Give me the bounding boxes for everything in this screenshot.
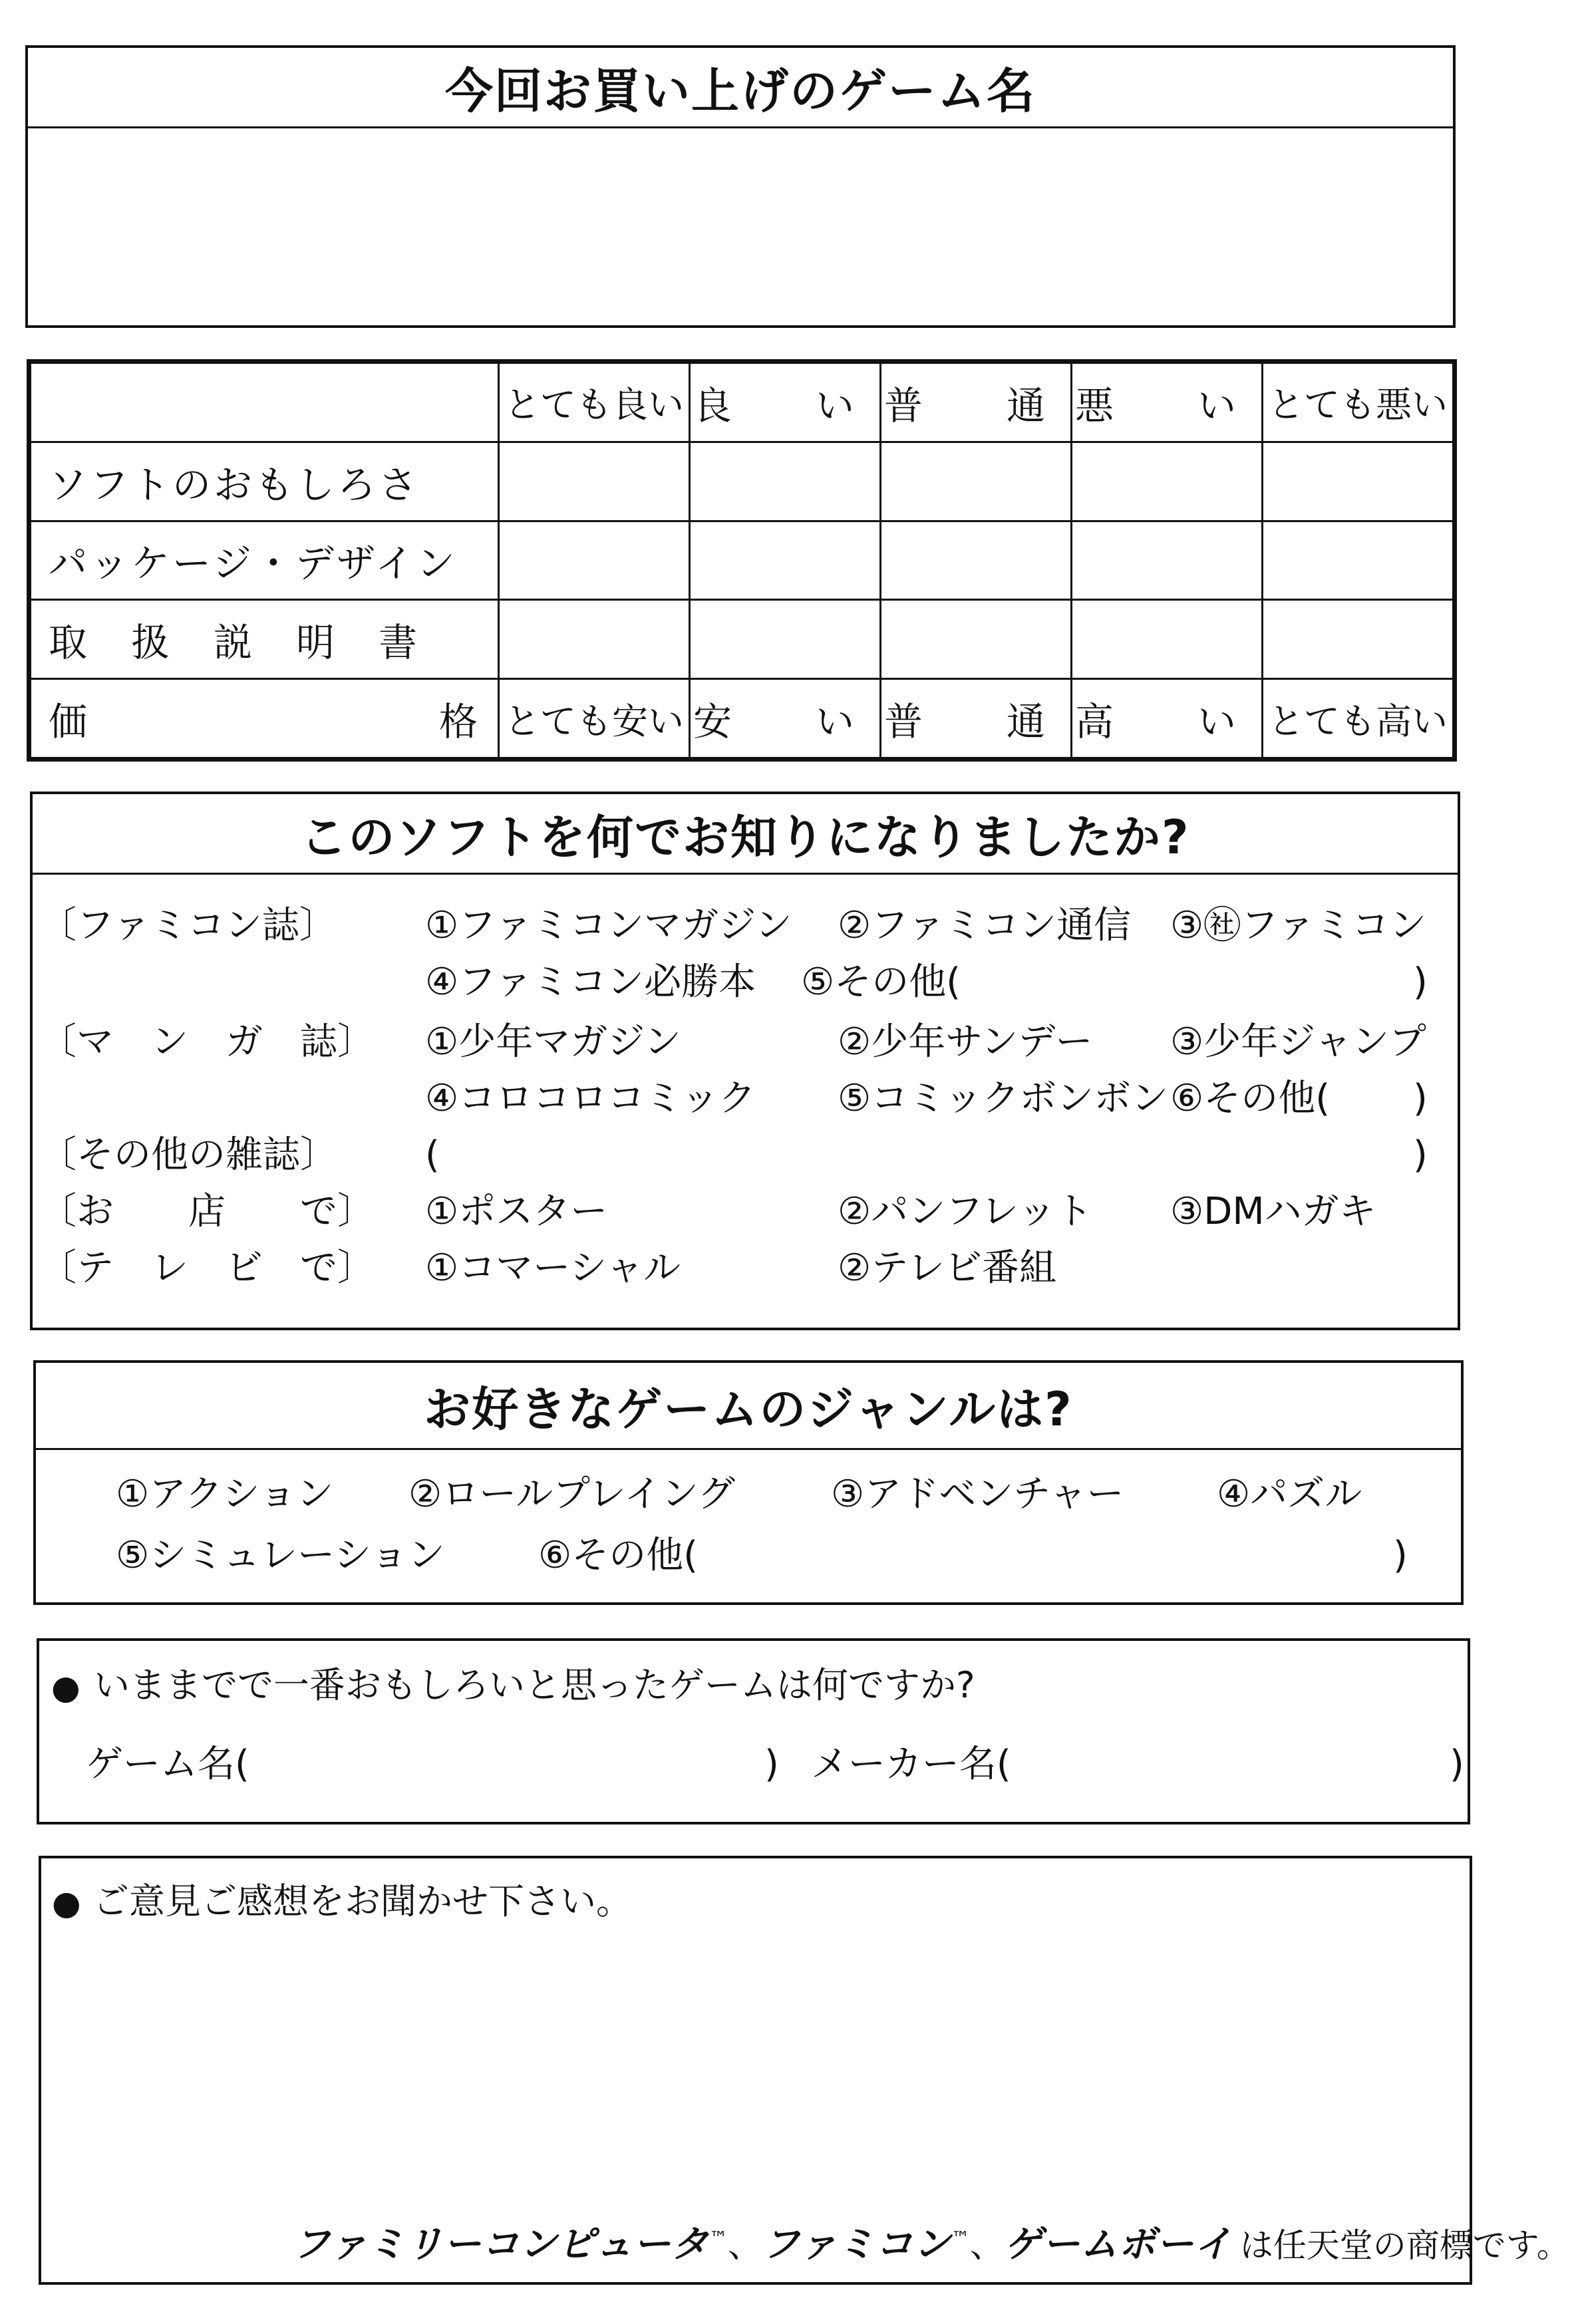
- favorite-game-label: ゲーム名(: [86, 1743, 249, 1786]
- favorite-question: いままでで一番おもしろいと思ったゲームは何ですか?: [94, 1664, 975, 1706]
- rating-checkbox-cell[interactable]: [881, 521, 1072, 600]
- manga-other-close: ): [1413, 1077, 1428, 1120]
- rating-checkbox-cell[interactable]: [499, 442, 690, 521]
- price-label-cell: [31, 679, 499, 758]
- option-dm-hagaki[interactable]: ③DMハガキ: [1170, 1190, 1376, 1233]
- favorite-maker-close: ): [1450, 1743, 1464, 1786]
- rating-checkbox-cell[interactable]: [1072, 521, 1263, 600]
- rating-row-price: [31, 679, 1454, 758]
- genre-action[interactable]: ①アクション: [116, 1473, 334, 1516]
- price-option[interactable]: 普 通: [881, 679, 1072, 758]
- trademark-mark: ™: [951, 2227, 970, 2250]
- option-shonen-magazine[interactable]: ①少年マガジン: [425, 1020, 681, 1064]
- favorite-bullet: ●: [51, 1668, 80, 1707]
- rating-checkbox-cell[interactable]: [1263, 442, 1454, 521]
- option-poster[interactable]: ①ポスター: [425, 1190, 608, 1233]
- rating-checkbox-cell[interactable]: [499, 521, 690, 600]
- rating-header-cell: 悪 い: [1072, 363, 1263, 442]
- other-magazine-close: ): [1413, 1133, 1428, 1177]
- genre-rpg[interactable]: ②ロールプレイング: [408, 1473, 735, 1516]
- game-name-write-area[interactable]: [28, 129, 1453, 325]
- trademark-gameboy: ゲームボーイ: [1004, 2223, 1232, 2266]
- separator: 、: [727, 2226, 762, 2265]
- store-label: 〔お 店 で〕: [39, 1190, 375, 1233]
- game-name-box: [25, 45, 1456, 328]
- other-magazine-write-area[interactable]: [458, 1133, 1403, 1180]
- comment-write-area[interactable]: [55, 1938, 1456, 2209]
- rating-checkbox-cell[interactable]: [690, 600, 881, 679]
- rating-checkbox-cell[interactable]: [499, 600, 690, 679]
- price-option[interactable]: 安 い: [690, 679, 881, 758]
- manga-magazine-label: 〔マ ン ガ 誌〕: [39, 1020, 375, 1064]
- rating-table-box: [27, 359, 1457, 762]
- rating-checkbox-cell[interactable]: [690, 442, 881, 521]
- other-magazine-open: (: [425, 1133, 440, 1177]
- option-famicom-other[interactable]: ⑤その他(: [801, 960, 961, 1004]
- rating-row-fun: [31, 442, 1454, 521]
- source-box: [30, 792, 1460, 1330]
- option-comic-bonbon[interactable]: ⑤コミックボンボン: [838, 1077, 1169, 1120]
- rating-corner-cell: [31, 363, 499, 442]
- trademark-mark: ™: [708, 2227, 728, 2250]
- rating-checkbox-cell[interactable]: [881, 442, 1072, 521]
- rating-header-cell: 良 い: [690, 363, 881, 442]
- rating-row-package: [31, 521, 1454, 600]
- genre-simulation[interactable]: ⑤シミュレーション: [116, 1534, 445, 1577]
- price-option[interactable]: とても高い: [1263, 679, 1454, 758]
- rating-row-label: ソフトのおもしろさ: [31, 442, 499, 521]
- tv-label: 〔テ レ ビ で〕: [39, 1246, 375, 1290]
- price-label-right: 格: [438, 699, 480, 745]
- price-label-left: 価: [49, 699, 90, 745]
- game-name-title: 今回お買い上げのゲーム名: [28, 48, 1453, 128]
- trademark-famicom-full: ファミリーコンピュータ: [293, 2223, 709, 2266]
- option-famicom-hisshoubon[interactable]: ④ファミコン必勝本: [425, 960, 756, 1004]
- rating-header-row: [31, 363, 1454, 442]
- trademark-notice: [293, 2215, 1570, 2268]
- favorite-game-input[interactable]: [259, 1739, 751, 1787]
- rating-header-cell: とても悪い: [1263, 363, 1454, 442]
- rating-checkbox-cell[interactable]: [1263, 521, 1454, 600]
- price-option[interactable]: とても安い: [499, 679, 690, 758]
- rating-checkbox-cell[interactable]: [881, 600, 1072, 679]
- option-pamphlet[interactable]: ②パンフレット: [838, 1190, 1093, 1233]
- other-magazine-label: 〔その他の雑誌〕: [39, 1133, 337, 1177]
- comment-bullet: ●: [52, 1884, 81, 1922]
- rating-header-cell: 普 通: [881, 363, 1072, 442]
- famicom-other-close: ): [1413, 960, 1428, 1004]
- famicom-magazine-label: 〔ファミコン誌〕: [39, 904, 337, 947]
- favorite-game-close: ): [764, 1743, 779, 1786]
- option-shonen-sunday[interactable]: ②少年サンデー: [838, 1020, 1093, 1064]
- genre-adventure[interactable]: ③アドベンチャー: [831, 1473, 1124, 1516]
- favorite-maker-input[interactable]: [1024, 1739, 1436, 1787]
- option-famicom-tsushin[interactable]: ②ファミコン通信: [838, 904, 1132, 947]
- rating-row-manual: [31, 600, 1454, 679]
- rating-checkbox-cell[interactable]: [1263, 600, 1454, 679]
- genre-other-close: ): [1393, 1534, 1408, 1577]
- trademark-famicom: ファミコン: [762, 2223, 951, 2266]
- option-tv-program[interactable]: ②テレビ番組: [838, 1246, 1057, 1290]
- genre-title: お好きなゲームのジャンルは?: [36, 1363, 1461, 1450]
- option-korokoro-comic[interactable]: ④コロコロコミック: [425, 1077, 756, 1120]
- option-manga-other[interactable]: ⑥その他(: [1170, 1077, 1331, 1120]
- rating-header-cell: とても良い: [499, 363, 690, 442]
- option-famicom-magazine[interactable]: ①ファミコンマガジン: [425, 904, 792, 947]
- genre-box: [33, 1360, 1464, 1605]
- favorite-game-box: [37, 1638, 1470, 1824]
- separator: 、: [969, 2226, 1005, 2265]
- genre-puzzle[interactable]: ④パズル: [1217, 1473, 1362, 1516]
- price-option[interactable]: 高 い: [1072, 679, 1263, 758]
- option-commercial[interactable]: ①コマーシャル: [425, 1246, 681, 1290]
- rating-row-label: 取 扱 説 明 書: [31, 600, 499, 679]
- source-title: このソフトを何でお知りになりましたか?: [33, 794, 1458, 875]
- option-shonen-jump[interactable]: ③少年ジャンプ: [1170, 1020, 1427, 1064]
- favorite-maker-label: メーカー名(: [811, 1743, 1011, 1786]
- rating-checkbox-cell[interactable]: [1072, 600, 1263, 679]
- genre-other[interactable]: ⑥その他(: [538, 1534, 699, 1577]
- rating-checkbox-cell[interactable]: [690, 521, 881, 600]
- trademark-suffix: は任天堂の商標です。: [1239, 2226, 1570, 2265]
- rating-checkbox-cell[interactable]: [1072, 442, 1263, 521]
- option-maru-katsu-famicom[interactable]: ③㊓ファミコン: [1170, 904, 1427, 947]
- rating-table: [29, 362, 1454, 759]
- comment-prompt: ご意見ご感想をお聞かせ下さい。: [93, 1880, 632, 1922]
- rating-row-label: パッケージ・デザイン: [31, 521, 499, 600]
